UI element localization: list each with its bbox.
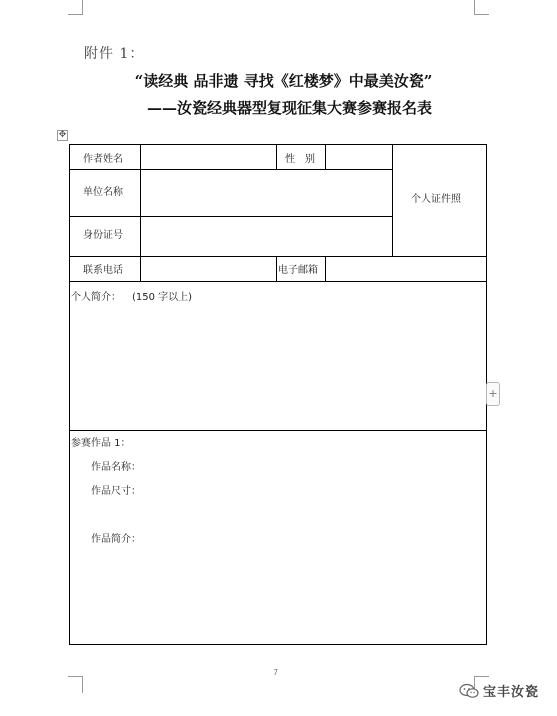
col-divider (325, 256, 326, 281)
work-size-label: 作品尺寸： (91, 486, 141, 497)
col-divider (276, 145, 277, 169)
row-divider (70, 256, 486, 257)
form-title: “读经典 品非遗 寻找《红楼梦》中最美汝瓷” (134, 72, 433, 90)
form-subtitle: ——汝瓷经典器型复现征集大赛参赛报名表 (146, 99, 432, 117)
col-divider (392, 145, 393, 256)
col-divider (325, 145, 326, 169)
page-number: 7 (273, 668, 279, 677)
row-divider (70, 169, 392, 170)
photo-label: 个人证件照 (411, 194, 461, 205)
bio-hint: (150 字以上) (132, 292, 193, 303)
row-divider (70, 216, 392, 217)
row-divider (70, 430, 486, 431)
crop-mark-bottom-left (68, 676, 83, 693)
name-label: 作者姓名 (83, 154, 123, 165)
phone-label: 联系电话 (83, 265, 123, 276)
row-divider (70, 281, 486, 282)
col-divider (276, 256, 277, 281)
watermark (459, 681, 539, 700)
email-label: 电子邮箱 (278, 265, 318, 276)
crop-mark-top-left (68, 0, 83, 15)
work-intro-label: 作品简介： (91, 534, 141, 545)
gender-label: 性 别 (285, 154, 315, 165)
watermark-text: 宝丰汝瓷 (483, 685, 540, 700)
org-label: 单位名称 (83, 187, 123, 198)
id-label: 身份证号 (83, 230, 123, 241)
attachment-label: 附件 1： (84, 46, 145, 62)
move-arrows-icon[interactable]: ✥ (58, 130, 67, 140)
bio-label: 个人简介： (71, 292, 121, 303)
entry-label: 参赛作品 1： (71, 438, 131, 449)
wechat-icon (459, 683, 479, 699)
col-divider (140, 145, 141, 281)
crop-mark-top-right (474, 0, 489, 15)
plus-icon[interactable]: + (486, 382, 500, 406)
work-name-label: 作品名称： (91, 462, 141, 473)
registration-form-table (69, 144, 487, 645)
